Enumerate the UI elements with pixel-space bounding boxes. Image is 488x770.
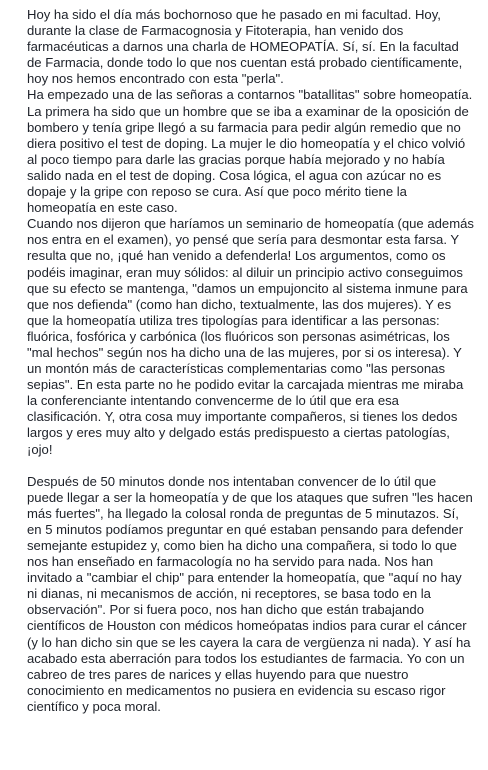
post-paragraph-1: Hoy ha sido el día más bochornoso que he pasado en mi facultad. Hoy, durante la clase de Farmacognosia y Fitoterapia, han venido dos farmacéuticas a darnos una charla de HOMEOPATÍA. Sí, sí. En la facultad de Farmacia, donde todo lo que nos cuentan está probado científicamente, hoy nos hemos encontrado con esta "perla". (27, 7, 463, 87)
post-paragraph-3: Cuando nos dijeron que haríamos un seminario de homeopatía (que además nos entra en el examen), yo pensé que sería para desmontar esta farsa. Y resulta que no, ¡qué han venido a defenderla! Los argumentos, como os podéis imaginar, eran muy sólidos: al diluir un principio activo conseguimos que su efecto se mantenga, "damos un empujoncito al sistema inmune para que nos defienda" (como han dicho, textualmente, las dos mujeres). Y es que la homeopatía utiliza tres tipologías para identificar a las personas: fluórica, fosfórica y carbónica (los fluóricos son personas asimétricas, los "mal hechos" según nos ha dicho una de las mujeres, por si os interesa). Y un montón más de características complementarias como "las personas sepias". En esta parte no he podido evitar la carcajada mientras me miraba la conferenciante intentando convencerme de lo útil que era esa clasificación. Y, otra cosa muy importante compañeros, si tienes los dedos largos y eres muy alto y delgado estás predispuesto a ciertas patologías, ¡ojo! (27, 216, 474, 457)
post-paragraph-2: Ha empezado una de las señoras a contarnos "batallitas" sobre homeopatía. La primera ha sido que un hombre que se iba a examinar de la oposición de bombero y tenía gripe llegó a su farmacia para pedir algún remedio que no diera positivo el test de doping. La mujer le dio homeopatía y el chico volvió al poco tiempo para darle las gracias porque había mejorado y no había salido nada en el test de doping. Cosa lógica, el agua con azúcar no es dopaje y la gripe con reposo se cura. Así que poco mérito tiene la homeopatía en este caso. (27, 87, 473, 216)
post-paragraph-4: Después de 50 minutos donde nos intentaban convencer de lo útil que puede llegar a ser la homeopatía y de que los ataques que sufren "les hacen más fuertes", ha llegado la colosal ronda de preguntas de 5 minutazos. Sí, en 5 minutos podíamos preguntar en qué estaban pensando para defender semejante estupidez y, como bien ha dicho una compañera, si todo lo que nos han enseñado en farmacología no ha servido para nada. Nos han invitado a "cambiar el chip" para entender la homeopatía, que "aquí no hay ni dianas, ni mecanismos de acción, ni receptores, se basa todo en la observación". Por si fuera poco, nos han dicho que están trabajando científicos de Houston con médicos homeópatas indios para curar el cáncer (y lo han dicho sin que se les cayera la cara de vergüenza ni nada). Y así ha acabado esta aberración para todos los estudiantes de farmacia. Yo con un cabreo de tres pares de narices y ellas huyendo para que nuestro conocimiento en medicamentos no pusiera en evidencia su escaso rigor científico y poca moral. (27, 473, 473, 714)
